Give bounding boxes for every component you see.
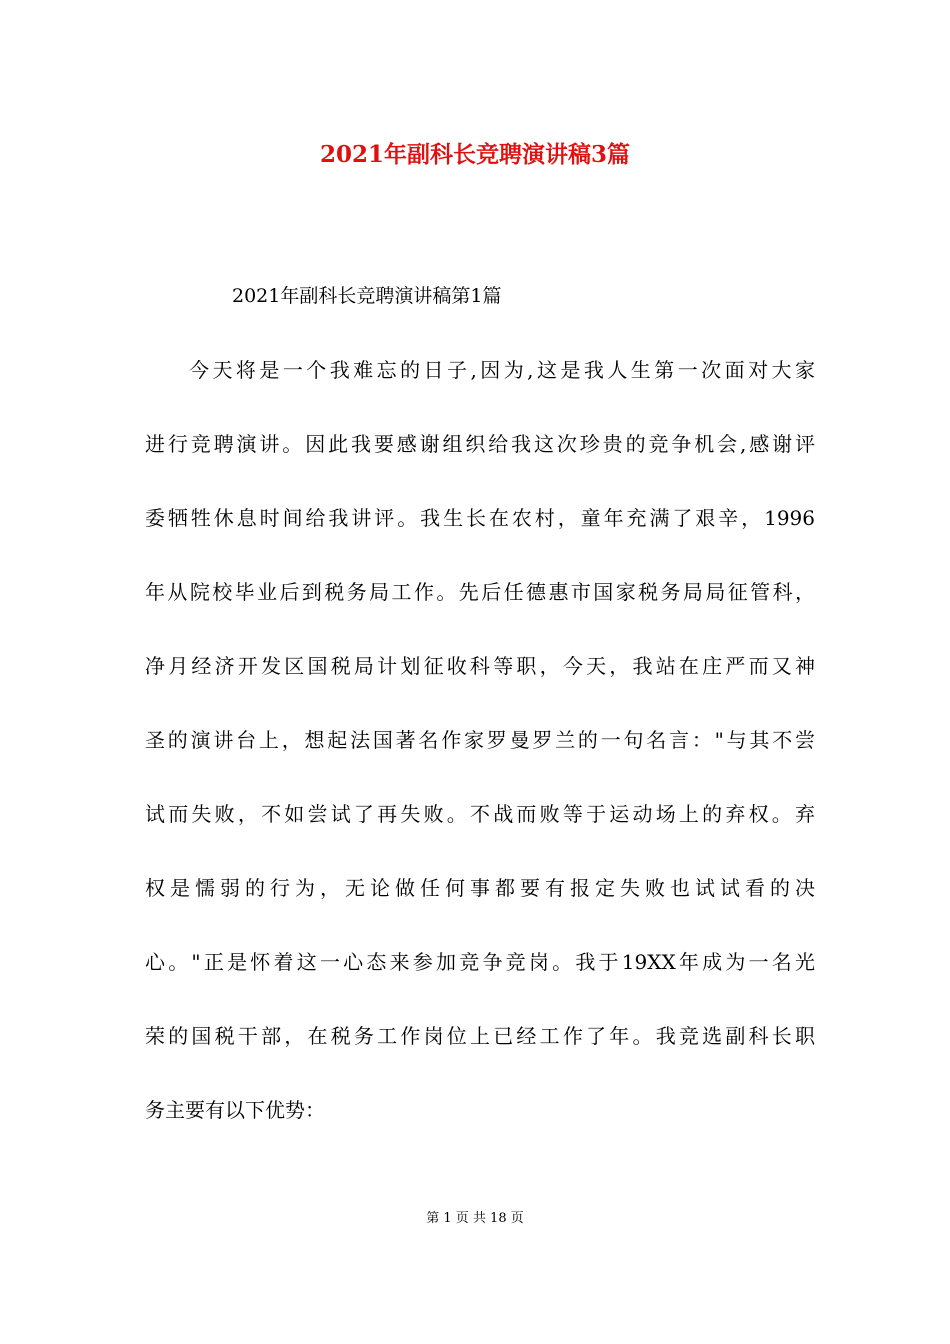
paragraph-line: 委牺牲休息时间给我讲评。我生长在农村，童年充满了艰辛，1996 — [145, 506, 815, 530]
section-heading: 2021年副科长竞聘演讲稿第1篇 — [232, 285, 502, 307]
paragraph-line: 权是懦弱的行为，无论做任何事都要有报定失败也试试看的决 — [145, 876, 815, 900]
page-footer: 第 1 页 共 18 页 — [426, 1211, 524, 1226]
paragraph-line: 心。"正是怀着这一心态来参加竞争竞岗。我于19XX年成为一名光 — [145, 950, 815, 974]
paragraph-line: 务主要有以下优势： — [145, 1098, 325, 1122]
paragraph-line: 净月经济开发区国税局计划征收科等职，今天，我站在庄严而又神 — [145, 654, 815, 678]
paragraph-line: 进行竞聘演讲。因此我要感谢组织给我这次珍贵的竞争机会,感谢评 — [145, 432, 815, 456]
paragraph-line: 年从院校毕业后到税务局工作。先后任德惠市国家税务局局征管科， — [145, 580, 815, 604]
paragraph-line: 圣的演讲台上，想起法国著名作家罗曼罗兰的一句名言："与其不尝 — [145, 728, 815, 752]
body-paragraph — [145, 350, 815, 1164]
paragraph-line: 试而失败，不如尝试了再失败。不战而败等于运动场上的弃权。弃 — [145, 802, 815, 826]
document-title: 2021年副科长竞聘演讲稿3篇 — [319, 141, 631, 168]
paragraph-line: 今天将是一个我难忘的日子,因为,这是我人生第一次面对大家 — [189, 358, 815, 382]
paragraph-line: 荣的国税干部，在税务工作岗位上已经工作了年。我竞选副科长职 — [145, 1024, 815, 1048]
